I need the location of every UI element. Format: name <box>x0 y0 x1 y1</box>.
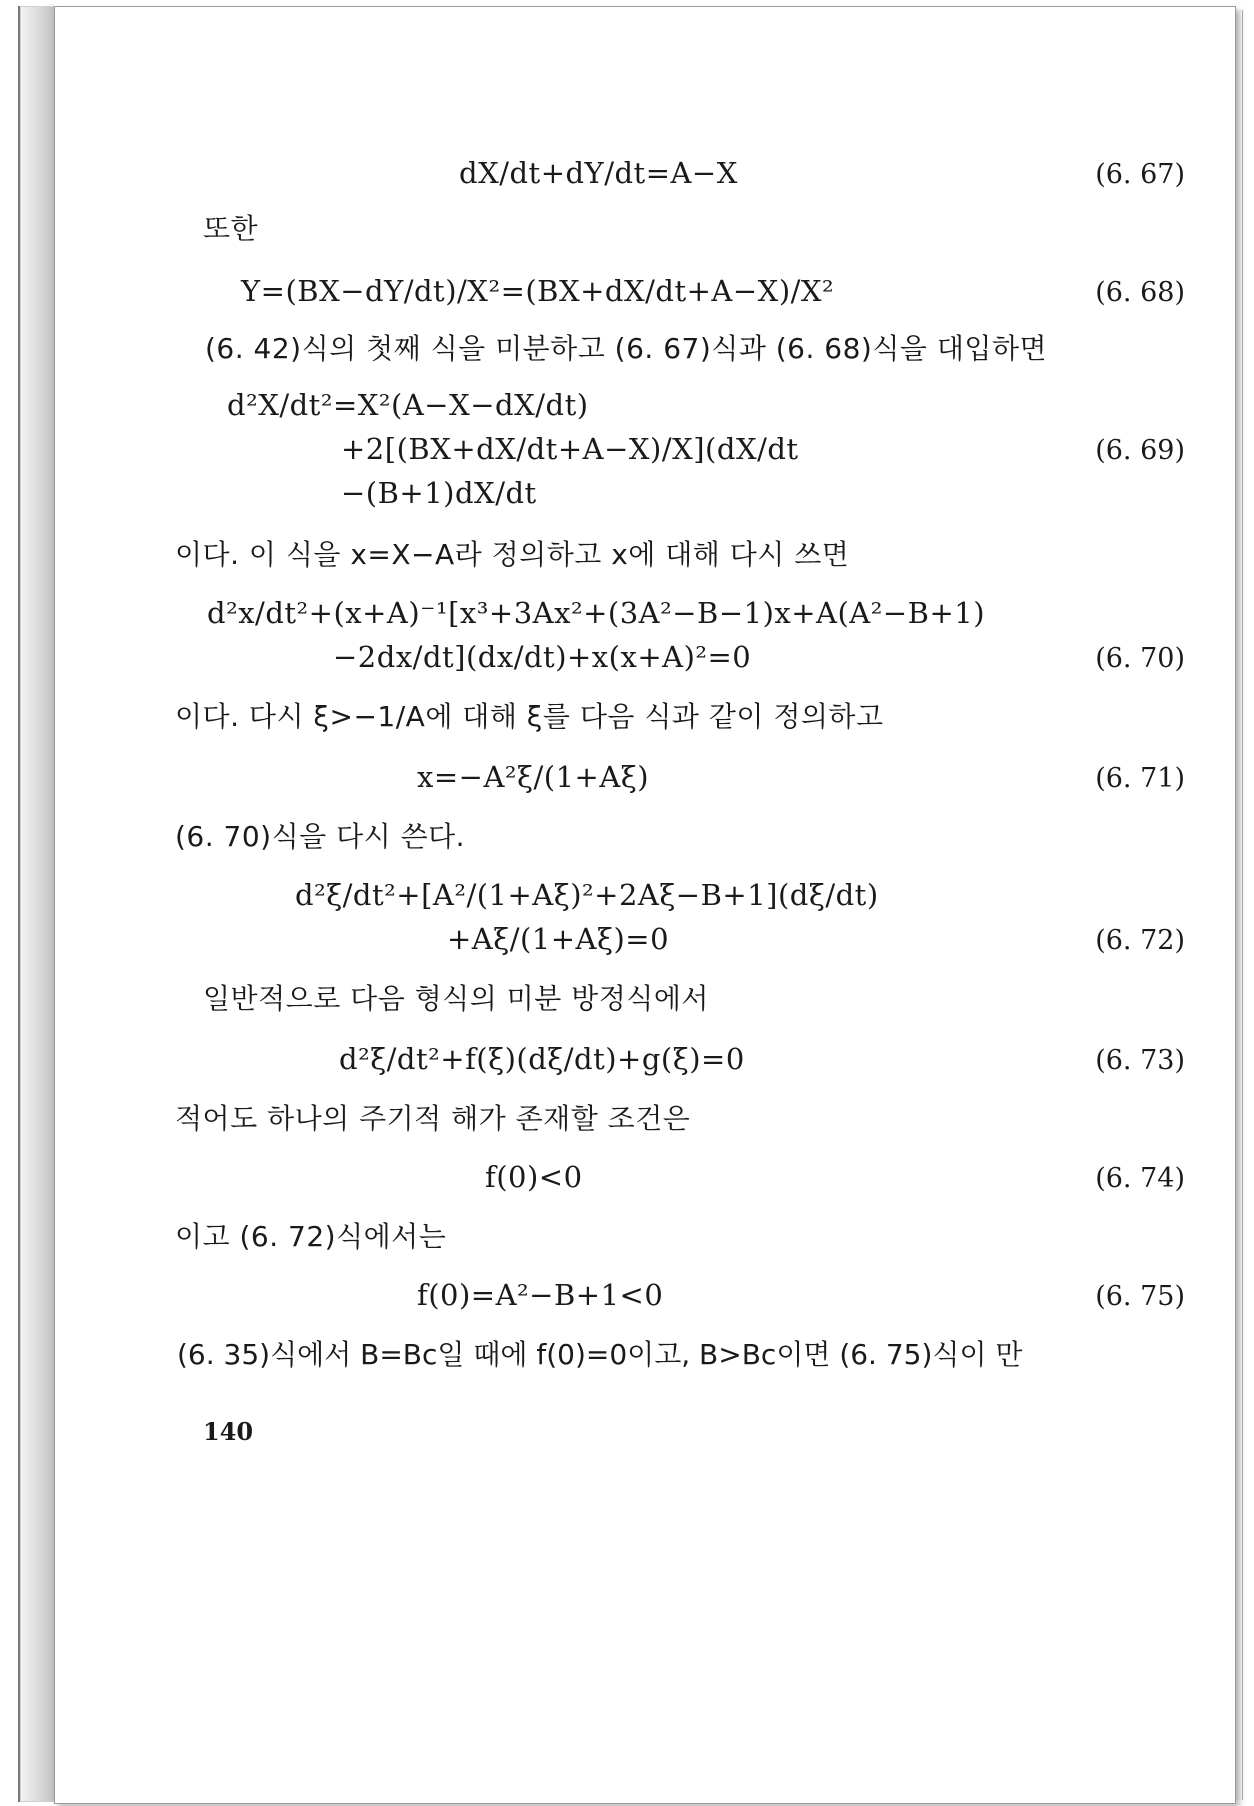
paragraph-text: 이다. 이 식을 x=X−A라 정의하고 x에 대해 다시 쓰면 <box>175 538 850 571</box>
paragraph-text: (6. 35)식에서 B=Bc일 때에 f(0)=0이고, B>Bc이면 (6. 75)식이 만 <box>177 1338 1023 1371</box>
equation-number: (6. 70) <box>1095 643 1185 674</box>
equation-6-74: f(0)<0 <box>485 1160 583 1194</box>
equation-6-73: d²ξ/dt²+f(ξ)(dξ/dt)+g(ξ)=0 <box>339 1042 745 1076</box>
paragraph-text: 적어도 하나의 주기적 해가 존재할 조건은 <box>175 1102 691 1135</box>
equation-6-72-line-1: d²ξ/dt²+[A²/(1+Aξ)²+2Aξ−B+1](dξ/dt) <box>295 878 879 912</box>
equation-6-72-line-2: +Aξ/(1+Aξ)=0 <box>447 922 670 956</box>
equation-number: (6. 73) <box>1095 1045 1185 1076</box>
page-number: 140 <box>203 1417 254 1446</box>
equation-number: (6. 74) <box>1095 1163 1185 1194</box>
paragraph-text: 일반적으로 다음 형식의 미분 방정식에서 <box>203 982 709 1015</box>
paragraph-text: (6. 42)식의 첫째 식을 미분하고 (6. 67)식과 (6. 68)식을 대입하면 <box>205 332 1048 365</box>
equation-6-67: dX/dt+dY/dt=A−X <box>459 156 738 190</box>
paragraph-text: 이고 (6. 72)식에서는 <box>175 1220 447 1253</box>
paragraph-text: (6. 70)식을 다시 쓴다. <box>175 820 466 853</box>
paragraph-text: 또한 <box>203 212 259 245</box>
equation-number: (6. 69) <box>1095 435 1185 466</box>
equation-number: (6. 75) <box>1095 1281 1185 1312</box>
equation-number: (6. 72) <box>1095 925 1185 956</box>
equation-6-69-line-2: +2[(BX+dX/dt+A−X)/X](dX/dt <box>341 432 799 466</box>
equation-6-70-line-2: −2dx/dt](dx/dt)+x(x+A)²=0 <box>333 640 752 674</box>
equation-6-71: x=−A²ξ/(1+Aξ) <box>417 760 650 794</box>
paragraph-text: 이다. 다시 ξ>−1/A에 대해 ξ를 다음 식과 같이 정의하고 <box>175 700 884 733</box>
equation-6-68: Y=(BX−dY/dt)/X²=(BX+dX/dt+A−X)/X² <box>241 274 835 308</box>
equation-number: (6. 71) <box>1095 763 1185 794</box>
equation-6-75: f(0)=A²−B+1<0 <box>417 1278 664 1312</box>
book-spine <box>18 6 56 1802</box>
page <box>54 6 1236 1804</box>
equation-number: (6. 68) <box>1095 277 1185 308</box>
equation-6-70-line-1: d²x/dt²+(x+A)⁻¹[x³+3Ax²+(3A²−B−1)x+A(A²−B+1) <box>207 596 986 630</box>
equation-6-69-line-3: −(B+1)dX/dt <box>341 476 537 510</box>
equation-6-69-line-1: d²X/dt²=X²(A−X−dX/dt) <box>227 388 589 422</box>
equation-number: (6. 67) <box>1095 159 1185 190</box>
